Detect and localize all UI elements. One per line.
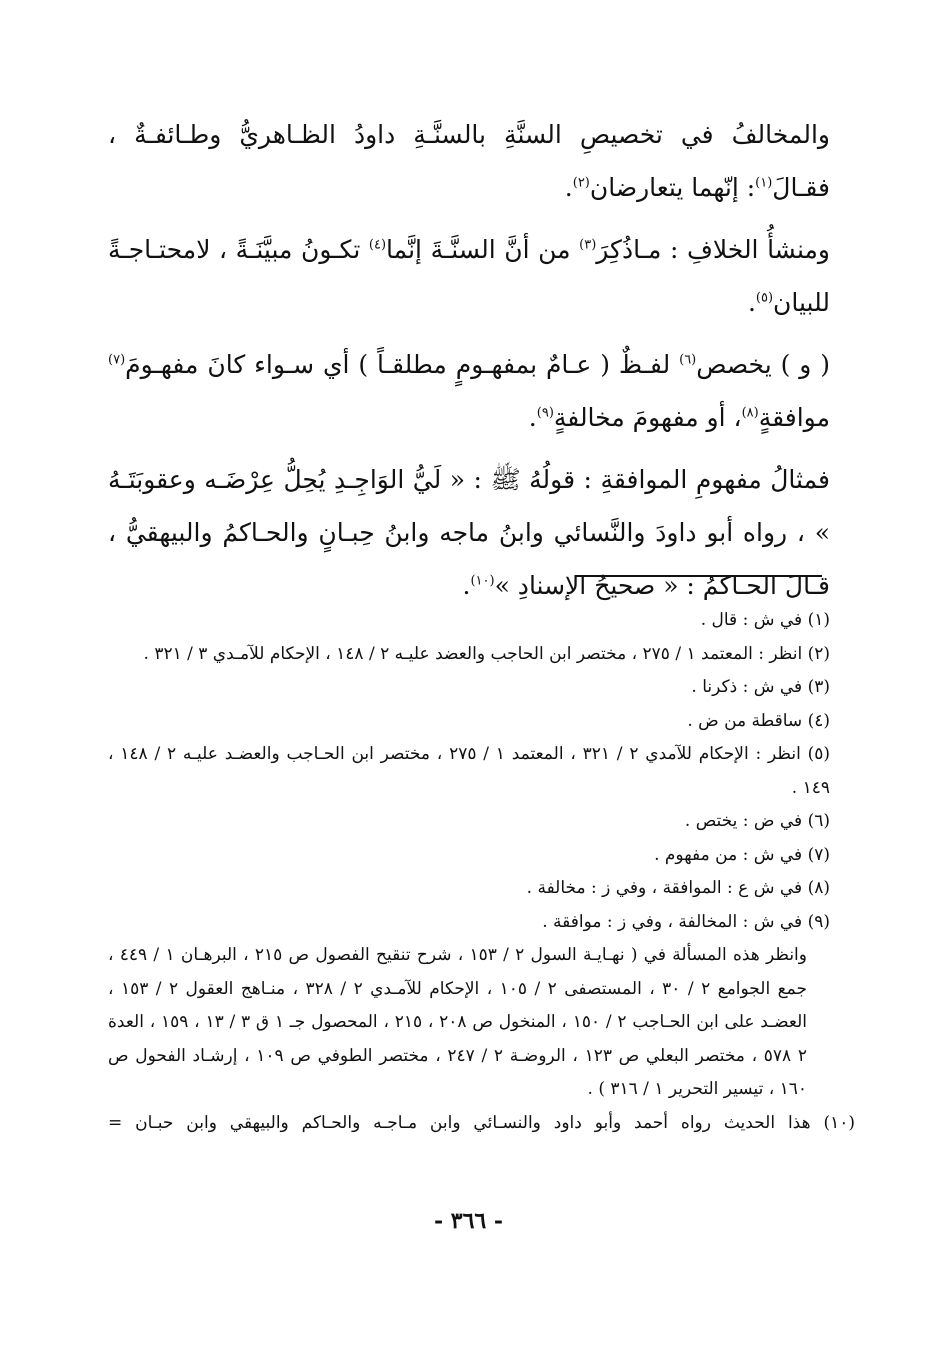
footnote-ref[interactable]: (٣) [579, 237, 597, 253]
paragraph-text: والمخالفُ في تخصيصِ السنَّةِ بالسنَّـةِ داودُ الظـاهريُّ وطـائفـةٌ ، فقـالَ [108, 120, 830, 202]
footnote-ref[interactable]: (٦) [679, 352, 697, 368]
footnote-7: (٧) في ش : من مفهوم . [654, 844, 830, 865]
footnote-ref[interactable]: (٢) [572, 175, 590, 191]
footnote-ref[interactable]: (٨) [741, 405, 759, 421]
footnote-ref[interactable]: (١) [755, 175, 773, 191]
footnote-divider [575, 575, 822, 577]
footnote-9: (٩) في ش : المخالفة ، وفي ز : موافقة . [542, 911, 830, 932]
footnote-5: (٥) انظر : الإحكام للآمدي ٢ / ٣٢١ ، المعتمد ١ / ٢٧٥ ، مختصر ابن الحـاجب والعضـد عليـه ٢ / ١٤٨ ، ١٤٩ . [108, 744, 831, 798]
footnote-4: (٤) ساقطة من ض . [687, 710, 830, 731]
paragraph-text: ( و ) يخصص [696, 350, 830, 379]
paragraph-text: ومنشأُ الخلافِ : مـاذُكِرَ [596, 235, 830, 264]
footnote-ref[interactable]: (٩) [536, 405, 554, 421]
footnote-10: (١٠) هذا الحديث رواه أحمد وأبو داود والنسـائي وابن مـاجـه والحـاكم والبيهقي وابن حبـان = [108, 1112, 855, 1133]
paragraph-3 [108, 338, 830, 444]
footnote-3: (٣) في ش : ذكرنا . [691, 677, 830, 697]
paragraph-text: . [747, 288, 756, 317]
page-number: - ٣٦٦ - [433, 1208, 504, 1234]
paragraph-text: فمثالُ مفهومِ الموافقةِ : قولُهُ ﷺ : « لَيُّ الوَاجِـدِ يُحِلُّ عِرْضَـه وعقوبَتَـهُ » ، رواه أبو داودَ والنَّسائي وابنُ ماجه وابنُ حِبـانٍ والحـاكمُ والبيهقيُّ ، قـالَ الحـاكمُ : « صحيحُ الإسنادِ » [108, 465, 830, 600]
footnote-1: (١) في ش : قال . [700, 610, 830, 630]
footnote-ref[interactable]: (١٠) [470, 573, 495, 589]
paragraph-text: . [462, 571, 471, 600]
paragraph-4 [108, 453, 830, 612]
paragraph-text: . [564, 173, 573, 202]
paragraph-text: تكـونُ مبيَّنَـةً ، لامحتـاجـةً للبيان [108, 235, 830, 317]
paragraph-text: . [528, 403, 537, 432]
footnote-ref[interactable]: (٥) [755, 290, 774, 306]
footnote-8: (٨) في ش ع : الموافقة ، وفي ز : مخالفة . [526, 878, 830, 898]
paragraph-2 [108, 223, 830, 329]
footnote-9-references: وانظر هذه المسألة في ( نهـايـة السول ٢ / ١٥٣ ، شرح تنقيح الفصول ص ٢١٥ ، البرهـان ١ / ٤٤٩ ، جمع الجوامع ٢ / ٣٠ ، المستصفى ٢ / ١٠٥ ، الإحكام للآمـدي ٢ / ٣٢٨ ، منـاهج العقول ٢ / ١٥٣ ، العضـد على ابن الحـاجب ٢ / ١٥٠ ، المنخول ص ٢٠٨ ، ٢١٥ ، المحصول جـ ١ ق ٣ / ١٣ ، ١٥٩ ، العدة ٢ ٥٧٨ ، مختصر البعلي ص ١٢٣ ، الروضـة ٢ / ٢٤٧ ، مختصر الطوفي ص ١٠٩ ، إرشـاد الفحول ص ١٦٠ ، تيسير التحرير ١ / ٣١٦ ) . [108, 945, 808, 1099]
footnotes [108, 604, 855, 1140]
main-text [108, 108, 830, 612]
footnote-ref[interactable]: (٧) [108, 352, 126, 368]
paragraph-text: موافقةٍ [758, 403, 830, 432]
paragraph-text: لفـظٌ ( عـامٌ بمفهـومٍ مطلقـاً ) أي سـواء كانَ مفهـومَ [125, 350, 671, 379]
footnote-ref[interactable]: (٤) [368, 237, 387, 253]
paragraph-text: : إنّهما يتعارضان [589, 173, 756, 202]
footnote-2: (٢) انظر : المعتمد ١ / ٢٧٥ ، مختصر ابن الحاجب والعضد عليـه ٢ / ١٤٨ ، الإحكام للآمـدي ٣ / ٣٢١ . [143, 643, 830, 664]
paragraph-text: ، أو مفهومَ مخالفةٍ [553, 403, 742, 432]
paragraph-1 [108, 108, 830, 214]
footnote-6: (٦) في ض : يختص . [684, 811, 830, 831]
paragraph-text: من أنَّ السنَّـةَ إنَّما [386, 235, 571, 264]
